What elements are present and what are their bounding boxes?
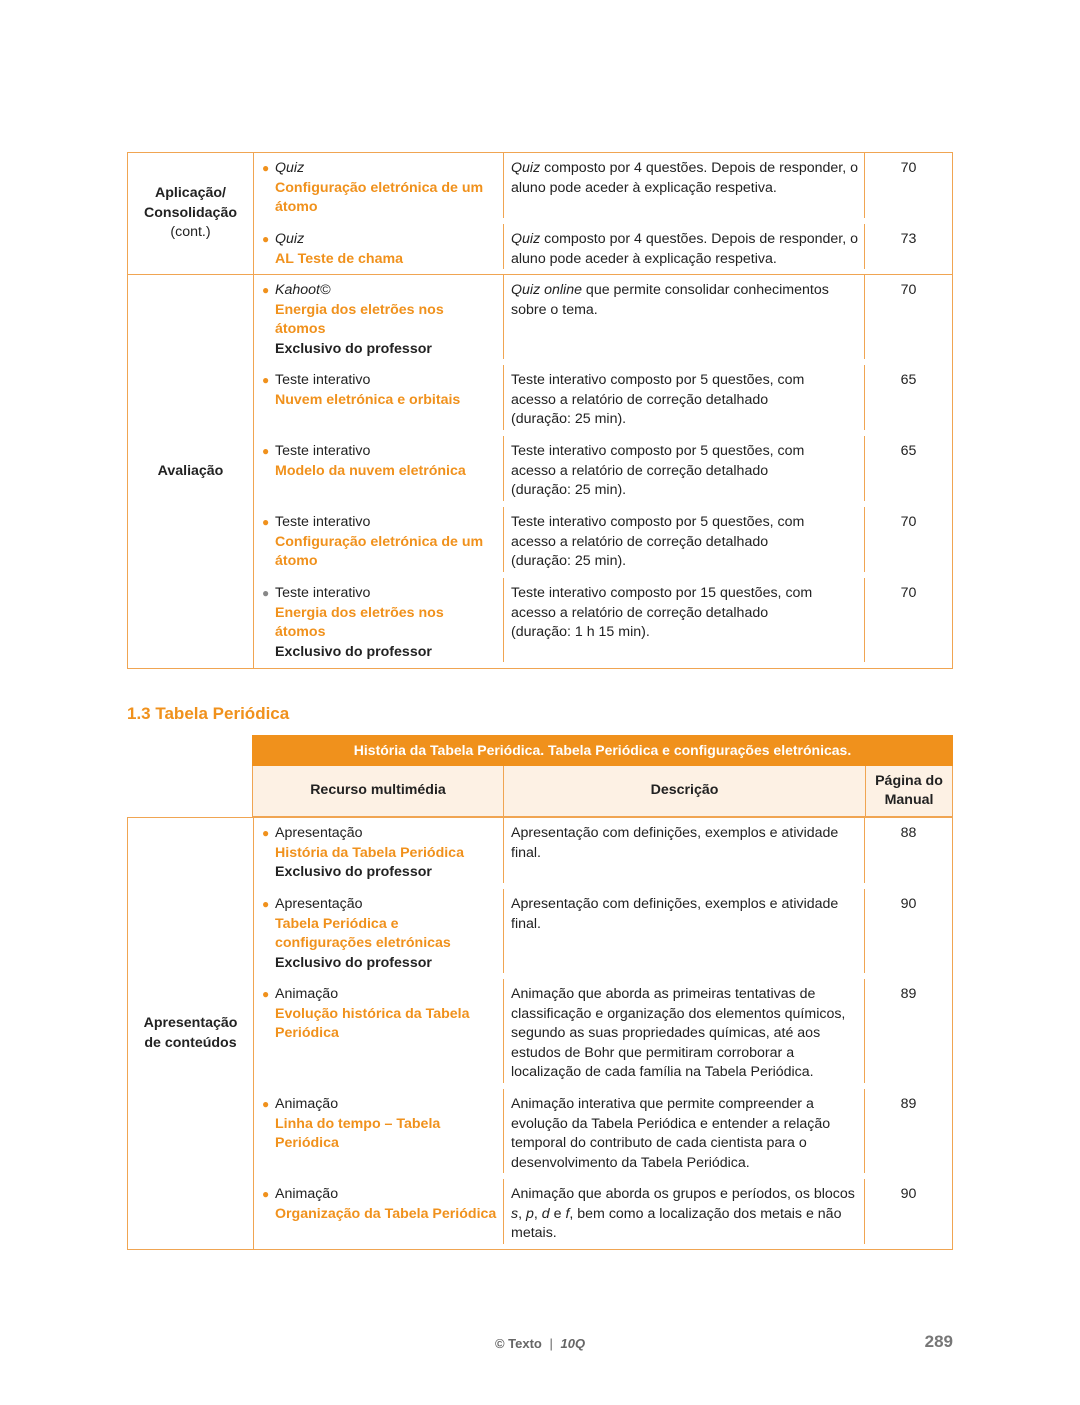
resource-type: Teste interativo: [275, 443, 371, 459]
resource-cell: [254, 507, 504, 572]
list-item: [254, 1185, 952, 1244]
description-text: Teste interativo composto por 5 questões, com acesso a relatório de correção detalhado (duração: 25 min).: [511, 443, 805, 498]
bullet-icon: ●: [262, 586, 270, 600]
bullet-icon: ●: [262, 826, 270, 840]
description-cell: [504, 578, 865, 662]
resource-title[interactable]: Configuração eletrónica de um átomo: [275, 533, 484, 569]
bullet-icon: ●: [262, 283, 270, 297]
bullet-icon: ●: [262, 1097, 270, 1111]
list-item: [254, 159, 952, 218]
resource-cell: [254, 275, 504, 359]
resource-type: Quiz: [275, 231, 305, 247]
bullet-icon: ●: [262, 444, 270, 458]
resource-title[interactable]: Modelo da nuvem eletrónica: [275, 462, 466, 479]
table-row: [127, 817, 953, 1250]
resource-type: Apresentação: [275, 896, 363, 912]
page-number-cell: 90: [900, 1186, 917, 1202]
resource-cell: [254, 436, 504, 501]
resource-title[interactable]: Configuração eletrónica de um átomo: [275, 179, 484, 215]
description-cell: Animação interativa que permite compreender a evolução da Tabela Periódica e entender a relação temporal do contributo de cada cientista para o desenvolvimento da Tabela Periódica.: [504, 1089, 865, 1173]
resource-type: Animação: [275, 986, 339, 1002]
exclusive-note: Exclusivo do professor: [275, 340, 432, 357]
resource-title[interactable]: AL Teste de chama: [275, 250, 403, 267]
row-entries: [254, 153, 952, 274]
row-entries: [254, 275, 952, 668]
list-item: [254, 442, 952, 501]
bullet-icon: ●: [262, 373, 270, 387]
page-number-cell: 89: [900, 986, 917, 1002]
page-number-cell: 90: [900, 896, 917, 912]
resource-cell: [254, 578, 504, 662]
description-cell: [504, 224, 865, 269]
resources-table-2: [127, 817, 953, 1250]
page-number-cell: 70: [900, 585, 917, 601]
page-number-cell: 89: [900, 1096, 917, 1112]
table-banner: História da Tabela Periódica. Tabela Periódica e configurações eletrónicas.: [252, 735, 953, 766]
resource-title[interactable]: Energia dos eletrões nos átomos: [275, 604, 444, 640]
resource-cell: [254, 979, 504, 1083]
resource-title[interactable]: Organização da Tabela Periódica: [275, 1205, 497, 1222]
resource-cell: [254, 818, 504, 883]
description-cell: [504, 507, 865, 572]
description-cell: Animação que aborda os grupos e períodos, os blocos s, p, d e f, bem como a localização dos metais e não metais.: [504, 1179, 865, 1244]
description-cell: [504, 436, 865, 501]
bullet-icon: ●: [262, 232, 270, 246]
page-number-cell: 65: [900, 372, 917, 388]
resource-cell: [254, 889, 504, 973]
row-category: [128, 818, 254, 1249]
exclusive-note: Exclusivo do professor: [275, 643, 432, 660]
bullet-icon: ●: [262, 1187, 270, 1201]
row-entries: [254, 818, 952, 1249]
category-label: Avaliação: [157, 462, 224, 479]
section-title: 1.3 Tabela Periódica: [127, 704, 290, 723]
resource-cell: [254, 1179, 504, 1244]
description-text: que permite consolidar conhecimentos sobre o tema.: [511, 282, 829, 318]
page-number-cell: 65: [900, 443, 917, 459]
description-text: composto por 4 questões. Depois de responder, o aluno pode aceder à explicação respetiva.: [511, 231, 859, 267]
description-italic: Quiz online: [511, 282, 582, 298]
table-header: [252, 766, 953, 817]
header-resource: Recurso multimédia: [253, 766, 504, 816]
description-cell: Apresentação com definições, exemplos e atividade final.: [504, 889, 865, 973]
footer-separator: |: [549, 1336, 553, 1351]
bullet-icon: ●: [262, 897, 270, 911]
category-label: Apresentação de conteúdos: [143, 1015, 238, 1051]
exclusive-note: Exclusivo do professor: [275, 864, 432, 880]
bullet-icon: ●: [262, 987, 270, 1001]
list-item: [254, 371, 952, 430]
resource-type: Animação: [275, 1096, 339, 1112]
resource-type: Teste interativo: [275, 585, 371, 601]
footer-edition: 10Q: [560, 1336, 586, 1351]
resource-title[interactable]: Linha do tempo – Tabela Periódica: [275, 1115, 441, 1151]
resource-title[interactable]: História da Tabela Periódica: [275, 844, 464, 861]
list-item: [254, 230, 952, 269]
bullet-icon: ●: [262, 161, 270, 175]
row-category: [128, 275, 254, 668]
list-item: [254, 584, 952, 662]
list-item: [254, 513, 952, 572]
resource-type: Animação: [275, 1186, 339, 1202]
resource-type: Teste interativo: [275, 372, 371, 388]
description-cell: [504, 153, 865, 218]
description-text: Teste interativo composto por 5 questões, com acesso a relatório de correção detalhado (duração: 25 min).: [511, 372, 805, 427]
page-number-cell: 70: [900, 160, 917, 176]
resource-cell: [254, 224, 504, 269]
resource-cell: [254, 153, 504, 218]
description-text: Teste interativo composto por 15 questões, com acesso a relatório de correção detalhado (duração: 1 h 15 min).: [511, 585, 813, 640]
description-text: composto por 4 questões. Depois de responder, o aluno pode aceder à explicação respetiva.: [511, 160, 859, 196]
description-cell: Apresentação com definições, exemplos e atividade final.: [504, 818, 865, 883]
resource-title[interactable]: Nuvem eletrónica e orbitais: [275, 391, 461, 408]
page-number: 289: [924, 1332, 953, 1351]
description-cell: [504, 365, 865, 430]
header-page: Página do Manual: [875, 773, 943, 808]
description-italic: Quiz: [511, 160, 541, 176]
resources-table-1: [127, 152, 953, 669]
table-row: [127, 152, 953, 275]
resource-type: Kahoot©: [275, 282, 331, 298]
category-sublabel: (cont.): [170, 224, 211, 241]
page-number-cell: 88: [900, 825, 917, 841]
row-category: [128, 153, 254, 274]
list-item: [254, 985, 952, 1083]
list-item: [254, 895, 952, 973]
description-text: Teste interativo composto por 5 questões, com acesso a relatório de correção detalhado (duração: 25 min).: [511, 514, 805, 569]
resource-cell: [254, 365, 504, 430]
list-item: [254, 1095, 952, 1173]
page-number-cell: 73: [900, 231, 917, 247]
resource-type: Teste interativo: [275, 514, 371, 530]
bullet-icon: ●: [262, 515, 270, 529]
list-item: [254, 281, 952, 359]
page-number-cell: 70: [900, 514, 917, 530]
resource-title[interactable]: Tabela Periódica e configurações eletrónicas: [275, 915, 451, 951]
list-item: [254, 824, 952, 883]
exclusive-note: Exclusivo do professor: [275, 954, 432, 971]
page-number-cell: 70: [900, 282, 917, 298]
resource-title[interactable]: Evolução histórica da Tabela Periódica: [275, 1005, 470, 1041]
description-italic: Quiz: [511, 231, 541, 247]
footer-copyright: © Texto: [494, 1336, 542, 1351]
resource-title[interactable]: Energia dos eletrões nos átomos: [275, 301, 444, 337]
header-description: Descrição: [504, 766, 866, 816]
table-row: [127, 275, 953, 669]
description-cell: [504, 275, 865, 359]
category-label: Aplicação/ Consolidação: [143, 185, 238, 221]
resource-type: Quiz: [275, 160, 305, 176]
resource-type: Apresentação: [275, 825, 363, 841]
resource-cell: [254, 1089, 504, 1173]
description-cell: Animação que aborda as primeiras tentativas de classificação e organização dos elementos químicos, segundo as suas propriedades químicas, até aos estudos de Bohr que permitiram corroborar a localização de cada família na Tabela Periódica.: [504, 979, 865, 1083]
